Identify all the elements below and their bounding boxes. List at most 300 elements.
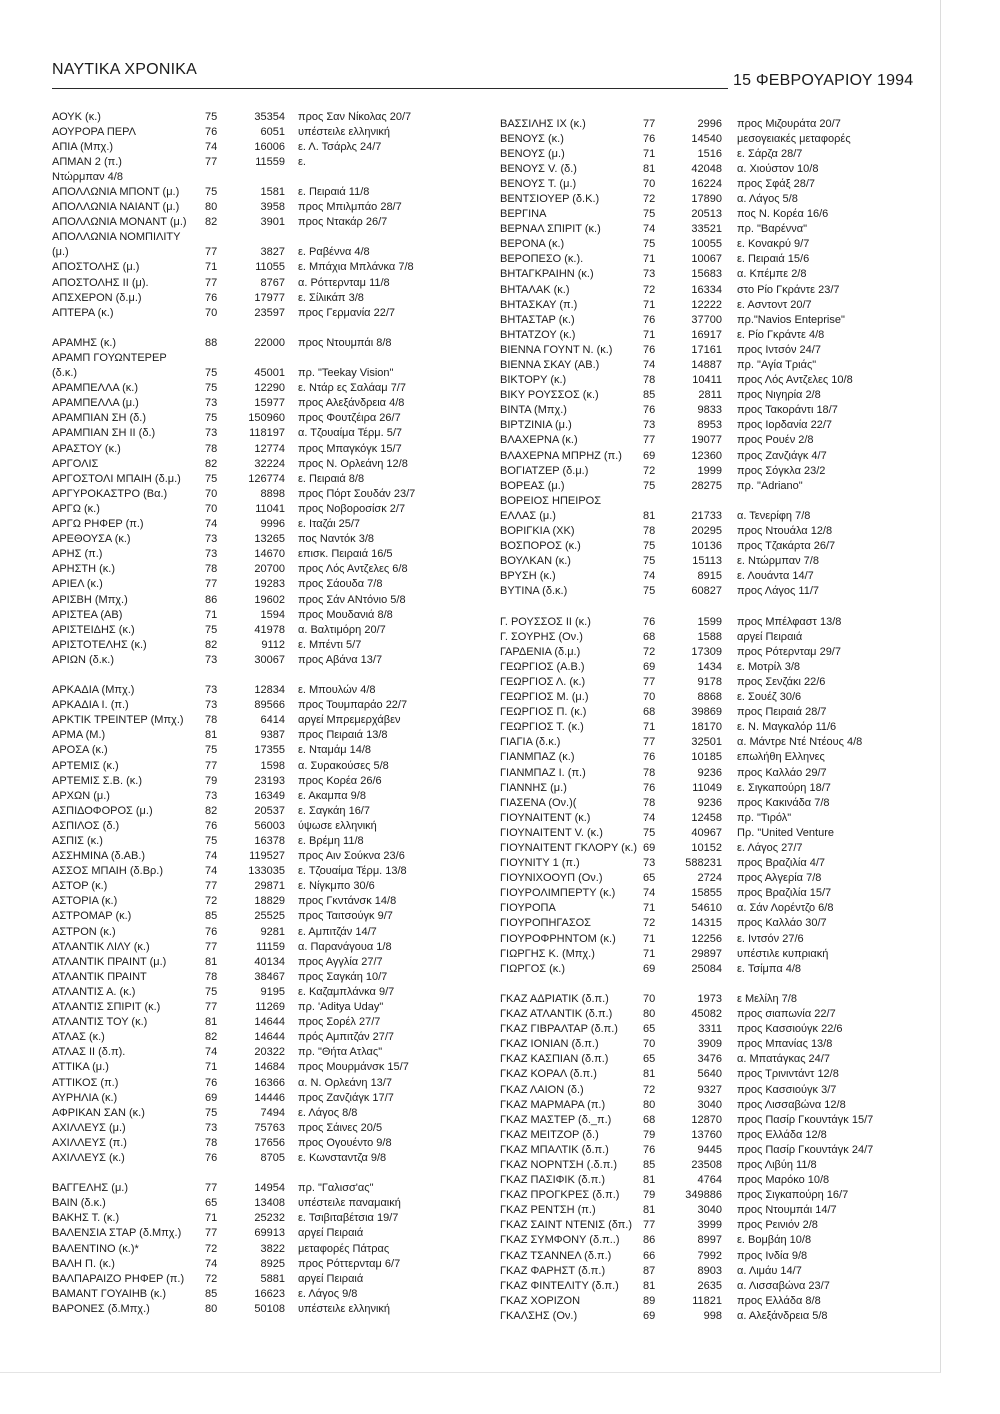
ship-name: ΒΗΤΑΤΖΟΥ (κ.) [500, 328, 576, 341]
listing-row [500, 207, 930, 222]
tonnage: 28275 [691, 479, 722, 492]
ship-name: ΑΠΣΧΕΡΟΝ (δ.μ.) [52, 291, 142, 304]
build-year: 77 [205, 578, 218, 591]
tonnage: 2724 [697, 872, 722, 885]
ship-name: ΑΡΓΟΣΤΟΛΙ ΜΠΑΙΗ (δ.μ.) [52, 472, 181, 485]
position-status: προς Λισσαβώνα 12/8 [737, 1098, 846, 1111]
position-status: προς Μουδανιά 8/8 [298, 608, 393, 621]
ship-name: ΑΡΓΥΡΟΚΑΣΤΡΟ (Βα.) [52, 487, 168, 500]
ship-name: ΑΡΚΤΙΚ ΤΡΕΙΝΤΕΡ (Μπχ.) [52, 714, 184, 727]
ship-name: ΓΚΑΖ ΜΠΑΛΤΙΚ (δ.π.) [500, 1143, 609, 1156]
tonnage [233, 170, 285, 185]
listing-row [500, 1264, 930, 1279]
position-status: α. Λάγος 5/8 [737, 192, 798, 205]
tonnage: 2635 [697, 1279, 722, 1292]
tonnage: 12360 [691, 449, 722, 462]
tonnage [671, 494, 722, 509]
ship-name: ΒΡΥΣΗ (κ.) [500, 570, 556, 583]
listing-row [52, 759, 482, 774]
listing-row [500, 796, 930, 811]
tonnage: 14684 [254, 1061, 285, 1074]
listing-row [500, 645, 930, 660]
build-year: 69 [205, 1091, 218, 1104]
position-status: ε. Νίγκμπο 30/6 [298, 880, 375, 893]
build-year: 75 [205, 367, 218, 380]
tonnage: 29897 [691, 947, 722, 960]
position-status: πρός Αμπιτζάν 27/7 [298, 1031, 395, 1044]
position-status: προς Σιγκαπούρη 16/7 [737, 1189, 849, 1202]
tonnage: 17355 [254, 744, 285, 757]
listing-row [52, 502, 482, 517]
tonnage: 20295 [691, 525, 722, 538]
ship-name: ΑΟΥΚ (κ.) [52, 110, 101, 123]
ship-name: ΑΡΚΑΔΙΑ Ι. (π.) [52, 699, 129, 712]
position-status: προς Μουρμάνσκ 15/7 [298, 1061, 409, 1074]
tonnage: 11159 [256, 940, 285, 953]
listing-row [500, 358, 930, 373]
tonnage: 16224 [691, 177, 722, 190]
position-status: ε. Σάρζα 28/7 [737, 147, 803, 160]
position-status: προς Πειραιά 28/7 [737, 706, 827, 719]
listing-row [500, 630, 930, 645]
position-status: προς Κορέα 26/6 [298, 774, 382, 787]
listing-row [52, 743, 482, 758]
build-year: 78 [205, 1136, 218, 1149]
position-status: προς Καλλάο 29/7 [737, 766, 827, 779]
position-status: ε. Σαγκάη 16/7 [298, 804, 370, 817]
position-status: υπέστειλε παναμαική [298, 1197, 401, 1210]
position-status: προς Ζανζιάγκ 4/7 [737, 449, 827, 462]
listing-row [500, 1188, 930, 1203]
listing-row [52, 1302, 482, 1317]
build-year: 71 [643, 298, 656, 311]
position-status: πρ. "Βαρέννα" [737, 223, 807, 236]
build-year: 76 [643, 615, 656, 628]
position-status: α. Λισσαβώνα 23/7 [737, 1279, 830, 1292]
build-year: 77 [205, 1227, 218, 1240]
tonnage: 41978 [254, 623, 285, 636]
tonnage: 12774 [254, 442, 285, 455]
tonnage: 39869 [691, 706, 722, 719]
position-status: προς Ταιτσούγκ 9/7 [298, 910, 393, 923]
ship-name: Ντώρμπαν 4/8 [52, 170, 123, 183]
build-year: 73 [643, 268, 656, 281]
tonnage: 8868 [697, 691, 722, 704]
tonnage: 12870 [691, 1113, 722, 1126]
position-status: α. Λιμάυ 14/7 [737, 1264, 802, 1277]
position-status: α. Μάντρε Ντέ Ντέους 4/8 [737, 736, 863, 749]
position-status: ε. Ασντοντ 20/7 [737, 298, 812, 311]
position-status: ε. Τσιβιταβέτσια 19/7 [298, 1212, 399, 1225]
tonnage: 14644 [254, 1016, 285, 1029]
build-year: 75 [643, 238, 656, 251]
build-year: 73 [205, 548, 218, 561]
build-year: 79 [643, 1128, 656, 1141]
position-status: ε. Βρέμη 11/8 [298, 835, 364, 847]
position-status: ε. Ραβέννα 4/8 [298, 246, 370, 259]
build-year: 70 [205, 487, 218, 500]
tonnage: 23508 [691, 1158, 722, 1171]
build-year: 86 [643, 1234, 656, 1247]
ship-name: ΑΡΧΩΝ (μ.) [52, 789, 110, 802]
build-year: 79 [205, 774, 218, 787]
tonnage: 14540 [691, 132, 722, 145]
tonnage: 13760 [691, 1128, 722, 1141]
build-year: 68 [643, 630, 656, 643]
tonnage: 9236 [697, 796, 722, 809]
position-status: υπέστιλε κυπριακή [737, 947, 829, 960]
build-year: 75 [205, 744, 218, 757]
position-status: α. Αλεξάνδρεια 5/8 [737, 1309, 828, 1322]
position-status: προς Μπιλμπάο 28/7 [298, 201, 402, 214]
build-year: 70 [643, 691, 656, 704]
ship-name: ΒΙΚΤΟΡΥ (κ.) [500, 374, 567, 387]
ship-name: ΑΤΛΑΝΤΙΚ ΠΡΑΙΝΤ (μ.) [52, 955, 167, 968]
ship-name: ΑΡΗΣ (π.) [52, 548, 103, 561]
listing-row [52, 1015, 482, 1030]
position-status: προς Μπέλφαστ 13/8 [737, 615, 842, 628]
tonnage: 75763 [254, 1121, 285, 1134]
position-status: προς Ν. Ορλεάνη 12/8 [298, 457, 408, 470]
tonnage: 17309 [691, 645, 722, 658]
build-year: 76 [205, 291, 218, 304]
position-status: πρ. "Αγία Τριάς" [737, 359, 817, 371]
build-year: 77 [643, 736, 656, 749]
build-year: 72 [643, 283, 656, 296]
tonnage: 8925 [260, 1257, 285, 1270]
ship-name: ΑΣΠΙΛΟΣ (δ.) [52, 819, 120, 832]
tonnage: 17977 [254, 291, 285, 304]
listing-row [52, 940, 482, 955]
listing-row [500, 962, 930, 977]
ship-name: ΑΠΟΛΛΩΝΙΑ ΜΠΟΝΤ (μ.) [52, 185, 180, 198]
tonnage: 16334 [691, 283, 722, 296]
ship-name: ΒΑΣΣΙΛΗΣ ΙΧ (κ.) [500, 117, 586, 130]
ship-name: ΒΕΝΟΥΣ (κ.) [500, 132, 564, 145]
ship-name: ΓΚΑΖ ΠΡΟΓΚΡΕΣ (δ.π.) [500, 1189, 620, 1202]
ship-name: ΑΠΤΕΡΑ (κ.) [52, 306, 114, 319]
ship-name: ΒΕΡΟΠΕΣΟ (κ.). [500, 253, 584, 266]
position-status: ε. Σίλικάπ 3/8 [298, 291, 364, 304]
listing-row [52, 1196, 482, 1211]
tonnage: 23597 [254, 306, 285, 319]
tonnage: 12834 [254, 684, 285, 697]
position-status: προς Γερμανία 22/7 [298, 306, 396, 319]
build-year: 75 [643, 555, 656, 568]
tonnage: 9112 [261, 638, 285, 651]
build-year: 74 [205, 1046, 218, 1059]
ship-name: ΑΡΚΑΔΙΑ (Μπχ.) [52, 684, 135, 697]
listing-row [52, 728, 482, 743]
tonnage: 21733 [691, 509, 722, 522]
ship-name: ΑΡΙΣΤΕΑ (ΑΒ) [52, 608, 123, 621]
tonnage: 588231 [685, 857, 722, 870]
build-year: 70 [643, 177, 656, 190]
build-year: 78 [205, 563, 218, 576]
position-status: προς Τουμπαράο 22/7 [298, 699, 408, 712]
position-status: προς Αλεξάνδρεια 4/8 [298, 397, 405, 410]
listing-row [500, 494, 930, 509]
ship-name: ΒΑΛΗ Π. (κ.) [52, 1257, 115, 1270]
ship-name: ΓΚΑΖ ΦΙΝΤΕΛΙΤΥ (δ.π.) [500, 1279, 619, 1292]
ship-name: ΒΑΙΝ (δ.κ.) [52, 1197, 106, 1210]
ship-name: ΑΣΣΗΜΙΝΑ (δ.ΑΒ.) [52, 850, 146, 863]
build-year: 82 [205, 804, 218, 817]
header-rule [52, 88, 728, 89]
listing-row [52, 1242, 482, 1257]
listing-row [52, 638, 482, 653]
build-year: 73 [205, 653, 218, 666]
listing-row [52, 381, 482, 396]
build-year: 76 [205, 819, 218, 832]
ship-name: ΑΣΤΟΡΙΑ (κ.) [52, 895, 118, 908]
position-status: πρ. "Θήτα Ατλας" [298, 1046, 383, 1059]
build-year: 86 [205, 593, 218, 606]
ship-name: ΒΟΣΠΟΡΟΣ (κ.) [500, 540, 581, 553]
ship-name: ΓΕΩΡΓΙΟΣ Λ. (κ.) [500, 675, 586, 688]
build-year: 85 [205, 1287, 218, 1300]
tonnage: 19602 [254, 593, 285, 606]
position-status: α. Χιούστον 10/8 [737, 162, 819, 175]
tonnage: 11269 [255, 1001, 285, 1014]
position-status: ε. Καζαμπλάνκα 9/7 [298, 985, 395, 998]
tonnage: 7494 [260, 1106, 285, 1119]
tonnage: 37700 [691, 313, 722, 326]
position-status: ε. Πειραιά 8/8 [298, 472, 365, 485]
position-status: επωλήθη Ελληνες [737, 751, 825, 764]
tonnage: 8953 [697, 419, 722, 432]
ship-name: ΑΡΑΜΠΕΛΛΑ (κ.) [52, 382, 139, 395]
build-year [640, 494, 671, 509]
ship-name: ΑΠΟΣΤΟΛΗΣ ΙΙ (μ). [52, 276, 149, 289]
listing-row [500, 1037, 930, 1052]
listing-row [500, 192, 930, 207]
build-year: 78 [205, 442, 218, 455]
build-year: 80 [643, 1098, 656, 1111]
build-year: 75 [643, 540, 656, 553]
build-year: 74 [205, 140, 218, 153]
position-status: προς Σαν Νίκολας 20/7 [298, 110, 412, 123]
position-status: προς Ινδία 9/8 [737, 1249, 808, 1262]
build-year: 70 [205, 306, 218, 319]
ship-name: ΒΙΕΝΝΑ ΣΚΑΥ (ΑΒ.) [500, 359, 600, 371]
ship-name: ΑΡΑΜΗΣ (κ.) [52, 336, 117, 349]
listing-row [500, 932, 930, 947]
tonnage: 38467 [254, 970, 285, 983]
build-year: 69 [643, 842, 656, 854]
tonnage: 15683 [691, 268, 722, 281]
tonnage: 12290 [254, 382, 285, 395]
ship-name: ΑΡΙΕΛ (κ.) [52, 578, 103, 591]
listing-row [500, 524, 930, 539]
tonnage: 11821 [692, 1294, 722, 1307]
tonnage: 16917 [691, 328, 722, 341]
tonnage: 40967 [691, 826, 722, 839]
listing-row [500, 1083, 930, 1098]
tonnage: 12222 [691, 298, 722, 311]
build-year: 73 [205, 699, 218, 712]
build-year: 72 [205, 1272, 218, 1285]
tonnage: 1598 [260, 759, 285, 772]
listing-row [500, 1143, 930, 1158]
build-year: 74 [643, 359, 656, 371]
listing-section [500, 117, 930, 600]
listing-row [500, 388, 930, 403]
listing-row [52, 1211, 482, 1226]
build-year: 74 [643, 811, 656, 824]
listing-row [52, 457, 482, 472]
listing-row [500, 660, 930, 675]
ship-name: ΓΚΑΖ ΜΕΙΤΖΟΡ (δ.) [500, 1128, 599, 1141]
listing-row [52, 879, 482, 894]
listing-row [500, 313, 930, 328]
listing-row [500, 781, 930, 796]
build-year: 75 [205, 472, 218, 485]
build-year: 77 [205, 1182, 218, 1195]
position-status: προς Νιγηρία 2/8 [737, 389, 821, 402]
listing-section [500, 615, 930, 977]
tonnage: 10185 [691, 751, 722, 764]
position-status: προς Λιβύη 11/8 [737, 1158, 817, 1171]
ship-name: ΑΤΤΙΚΟΣ (π.) [52, 1076, 119, 1089]
build-year: 72 [643, 645, 656, 658]
ship-name: ΑΠΟΣΤΟΛΗΣ (μ.) [52, 261, 140, 274]
listing-row [500, 720, 930, 735]
build-year: 76 [643, 751, 656, 764]
build-year: 81 [643, 162, 656, 175]
build-year: 74 [643, 887, 656, 900]
ship-name: ΓΚΑΛΣΗΣ (Ον.) [500, 1309, 578, 1322]
ship-name: ΑΡΕΘΟΥΣΑ (κ.) [52, 533, 131, 546]
tonnage: 13408 [254, 1197, 285, 1210]
tonnage: 119527 [249, 850, 285, 863]
position-status: προς Ιντσόν 24/7 [737, 343, 821, 356]
ship-name: ΑΥΡΗΛΙΑ (κ.) [52, 1091, 118, 1104]
build-year: 70 [643, 992, 656, 1005]
listing-row [52, 110, 482, 125]
tonnage: 15855 [691, 887, 722, 900]
listing-row [500, 705, 930, 720]
build-year: 78 [643, 796, 656, 809]
ship-name: ΑΡΑΜΠΙΑΝ ΣΗ ΙΙ (δ.) [52, 427, 156, 440]
position-status: προς Ντουμπάι 8/8 [298, 336, 392, 349]
build-year: 75 [205, 623, 218, 636]
listing-row [52, 834, 482, 849]
build-year: 75 [643, 826, 656, 839]
tonnage: 45001 [254, 367, 285, 380]
listing-row [500, 177, 930, 192]
tonnage: 8915 [697, 570, 722, 583]
listing-row [52, 970, 482, 985]
listing-row [500, 1309, 930, 1324]
build-year: 75 [205, 985, 218, 998]
position-status: προς Αβάνα 13/7 [298, 653, 383, 666]
position-status: ε. Βομβάη 10/8 [737, 1234, 812, 1247]
position-status: α. Σάν Λορέντζο 6/8 [737, 902, 834, 915]
ship-name: ΓΚΑΖ ΣΑΙΝΤ ΝΤΕΝΙΣ (δπ.) [500, 1219, 633, 1232]
listing-row [52, 1226, 482, 1241]
build-year: 74 [205, 1257, 218, 1270]
build-year: 71 [643, 328, 656, 341]
tonnage: 3999 [697, 1219, 722, 1232]
ship-name: ΕΛΛΑΣ (μ.) [500, 509, 556, 522]
listing-row [52, 1000, 482, 1015]
listing-row [52, 623, 482, 638]
tonnage: 2996 [697, 117, 722, 130]
position-status: προς Γκντάνσκ 14/8 [298, 895, 397, 908]
build-year: 71 [205, 261, 218, 274]
position-status: ε. Τσίμπα 4/8 [737, 962, 802, 975]
listing-row [500, 539, 930, 554]
listing-row [52, 442, 482, 457]
listing-row [500, 1279, 930, 1294]
build-year: 76 [205, 1151, 218, 1164]
position-status: πρ."Navios Enteprise" [737, 313, 845, 326]
position-status: ε. Ρίο Γκράντε 4/8 [737, 328, 825, 341]
ship-name: ΑΠΟΛΛΩΝΙΑ ΜΟΝΑΝΤ (μ.) [52, 216, 187, 229]
position-status: προς Αγγλία 27/7 [298, 955, 383, 968]
ship-name: ΓΚΑΖ ΙΟΝΙΑΝ (δ.π.) [500, 1038, 599, 1051]
build-year: 71 [643, 947, 656, 960]
tonnage: 14315 [691, 917, 722, 930]
build-year: 77 [643, 434, 656, 447]
ship-name: ΒΥΤΙΝΑ (δ.κ.) [500, 585, 568, 598]
listing-row [52, 698, 482, 713]
tonnage: 10152 [691, 842, 722, 854]
build-year: 77 [643, 117, 656, 130]
build-year: 71 [643, 932, 656, 945]
position-status: ε. Μπουλών 4/8 [298, 684, 376, 697]
listing-row [52, 1136, 482, 1151]
build-year: 89 [643, 1294, 656, 1307]
position-status: υπέστειλε ελληνική [298, 125, 391, 138]
build-year: 85 [643, 389, 656, 402]
listing-row [500, 418, 930, 433]
build-year: 66 [643, 1249, 656, 1262]
build-year: 81 [643, 1279, 656, 1292]
position-status: ε. Μπέντι 5/7 [298, 638, 362, 651]
build-year: 81 [643, 1204, 656, 1217]
position-status: προς Ρουέν 2/8 [737, 434, 814, 447]
build-year: 71 [643, 721, 656, 734]
ship-name: ΑΣΠΙΔΟΦΟΡΟΣ (μ.) [52, 804, 153, 817]
ship-name: ΒΑΛΕΝΣΙΑ ΣΤΑΡ (δ.Μπχ.) [52, 1227, 182, 1240]
tonnage: 3040 [697, 1098, 722, 1111]
ship-name: ΒΗΤΑΣΚΑΥ (π.) [500, 298, 578, 311]
build-year [202, 351, 233, 366]
listing-row [500, 237, 930, 252]
ship-name: ΒΗΤΑΓΚΡΑΙΗΝ (κ.) [500, 268, 594, 281]
listing-row [52, 819, 482, 834]
tonnage: 1999 [697, 464, 722, 477]
ship-name: ΓΚΑΖ ΚΑΣΠΙΑΝ (δ.π.) [500, 1053, 609, 1066]
build-year: 65 [205, 1197, 218, 1210]
listing-row [52, 336, 482, 351]
listing-row [52, 1121, 482, 1136]
position-status: προς Πειραιά 13/8 [298, 729, 388, 742]
tonnage: 89566 [254, 699, 285, 712]
listing-row [500, 750, 930, 765]
listing-row [500, 252, 930, 267]
ship-name: ΑΦΡΙΚΑΝ ΣΑΝ (κ.) [52, 1106, 145, 1119]
build-year: 78 [205, 970, 218, 983]
build-year: 87 [643, 1264, 656, 1277]
newspaper-title: ΝΑΥΤΙΚΑ ΧΡΟΝΙΚΑ [52, 61, 197, 78]
listing-row [500, 811, 930, 826]
tonnage: 20537 [254, 804, 285, 817]
listing-row [500, 1294, 930, 1309]
ship-name: ΑΡΤΕΜΙΣ (κ.) [52, 759, 119, 772]
